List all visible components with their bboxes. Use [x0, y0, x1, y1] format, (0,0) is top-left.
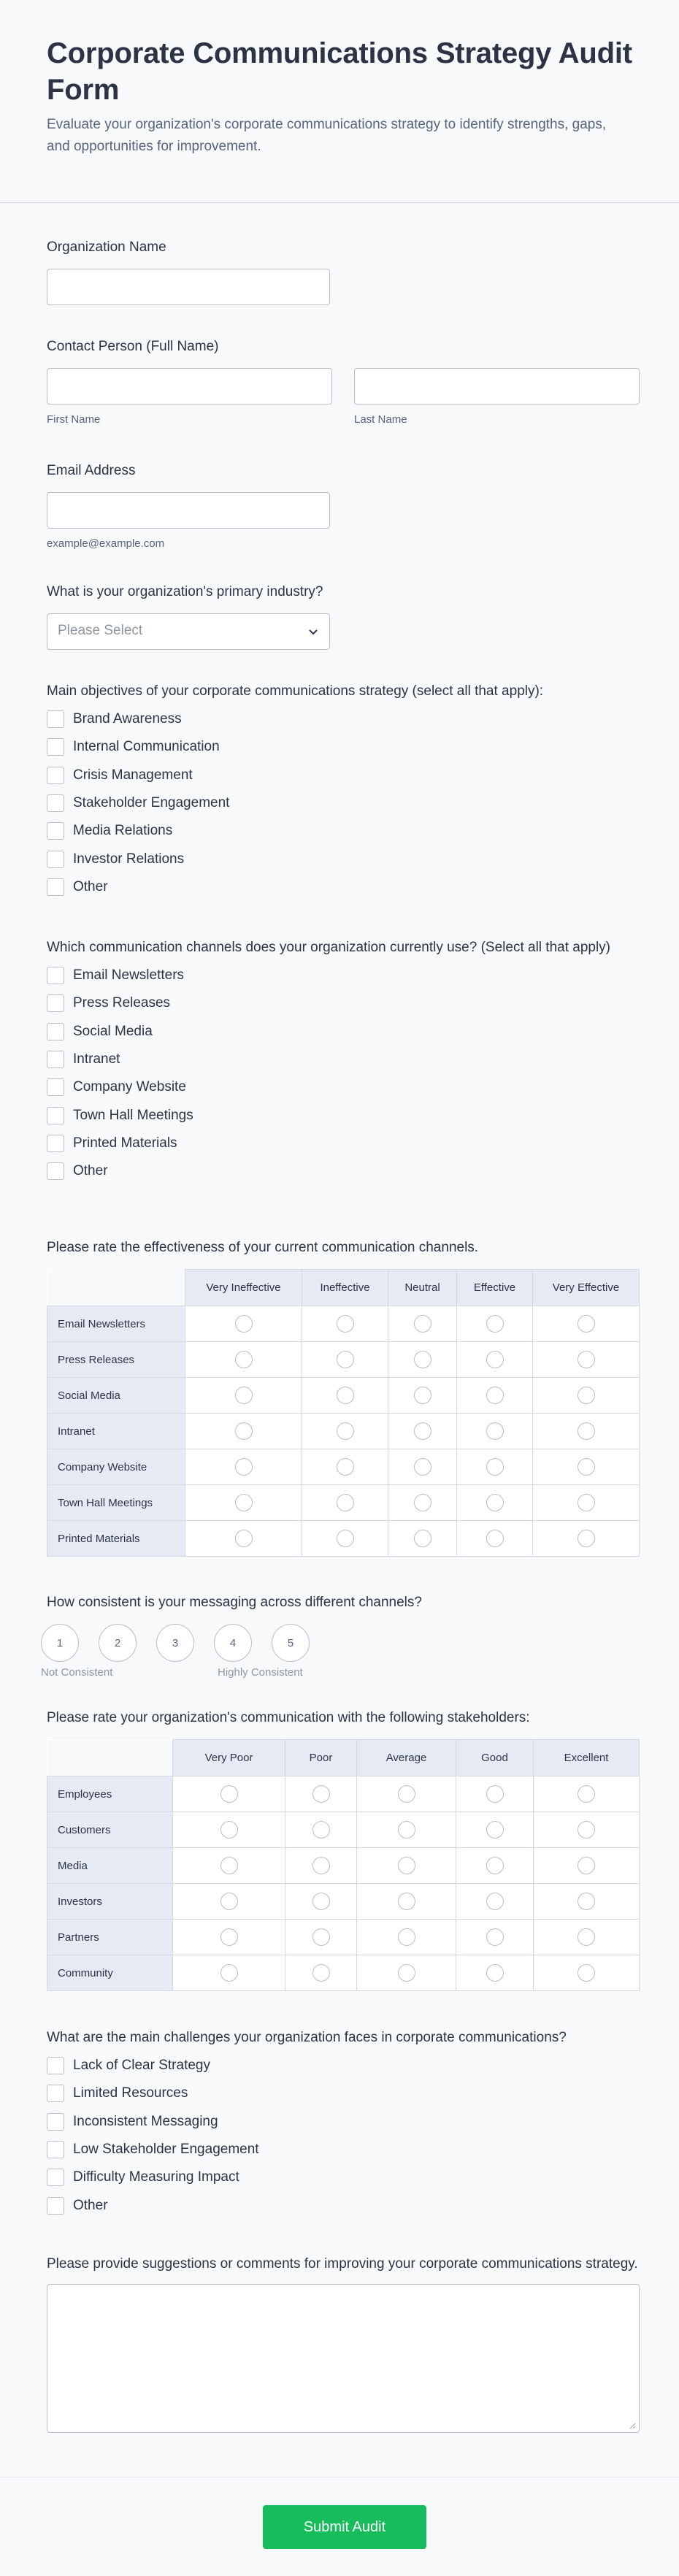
matrix-row-label: Company Website — [47, 1449, 185, 1485]
consistency-section — [47, 1593, 640, 1612]
matrix-column-header: Excellent — [534, 1740, 640, 1776]
checkbox-label: Low Stakeholder Engagement — [73, 2142, 259, 2158]
radio-button[interactable] — [414, 1458, 431, 1476]
matrix-row — [47, 1776, 640, 1812]
matrix-cell — [457, 1521, 533, 1557]
matrix-row — [47, 1884, 640, 1920]
matrix-cell — [173, 1955, 285, 1991]
challenges-option[interactable] — [47, 2108, 640, 2136]
channels-option[interactable] — [47, 989, 640, 1017]
matrix-cell — [533, 1342, 640, 1378]
industry-placeholder: Please Select — [58, 623, 143, 638]
checkbox[interactable] — [47, 2197, 64, 2215]
checkbox[interactable] — [47, 2169, 64, 2186]
radio-button[interactable] — [578, 1351, 595, 1368]
matrix-cell — [533, 1521, 640, 1557]
matrix-column-header: Effective — [457, 1270, 533, 1306]
checkbox[interactable] — [47, 2085, 64, 2102]
radio-button[interactable] — [578, 1494, 595, 1511]
radio-button[interactable] — [414, 1351, 431, 1368]
submit-button[interactable]: Submit Audit — [263, 2505, 426, 2549]
matrix-cell — [388, 1449, 457, 1485]
objectives-option[interactable] — [47, 817, 640, 845]
matrix-cell — [388, 1521, 457, 1557]
matrix-cell — [185, 1342, 302, 1378]
matrix-row — [47, 1485, 640, 1521]
checkbox[interactable] — [47, 994, 64, 1012]
radio-button[interactable] — [235, 1494, 253, 1511]
matrix-row — [47, 1306, 640, 1342]
checkbox[interactable] — [47, 1078, 64, 1096]
consistency-label: How consistent is your messaging across different channels? — [47, 1595, 422, 1610]
matrix-cell — [456, 1812, 534, 1848]
effectiveness-label: Please rate the effectiveness of your current communication channels. — [47, 1240, 479, 1255]
objectives-option[interactable] — [47, 873, 640, 901]
radio-button[interactable] — [414, 1315, 431, 1333]
first-name-input[interactable] — [47, 368, 332, 405]
radio-button[interactable] — [312, 1964, 330, 1982]
radio-button[interactable] — [312, 1857, 330, 1874]
checkbox[interactable] — [47, 767, 64, 784]
matrix-cell — [534, 1955, 640, 1991]
org-name-label: Organization Name — [47, 239, 166, 255]
matrix-column-header: Average — [357, 1740, 456, 1776]
matrix-row-label: Customers — [47, 1812, 173, 1848]
radio-button[interactable] — [486, 1315, 504, 1333]
matrix-cell — [285, 1884, 357, 1920]
radio-button[interactable] — [337, 1458, 354, 1476]
matrix-cell — [357, 1955, 456, 1991]
radio-button[interactable] — [578, 1315, 595, 1333]
effectiveness-section — [47, 1238, 640, 1557]
resize-grip-icon[interactable] — [629, 2422, 636, 2429]
radio-button[interactable] — [235, 1458, 253, 1476]
form-subtitle: Evaluate your organization's corporate communications strategy to identify strengths, gaps, and opportunities for improvement. — [47, 117, 607, 154]
scale-option[interactable]: 2 — [99, 1624, 137, 1662]
radio-button[interactable] — [486, 1785, 504, 1803]
matrix-cell — [285, 1812, 357, 1848]
email-input[interactable] — [47, 492, 330, 529]
matrix-cell — [534, 1812, 640, 1848]
radio-button[interactable] — [220, 1785, 238, 1803]
checkbox[interactable] — [47, 1107, 64, 1124]
suggestions-textarea[interactable] — [47, 2284, 640, 2433]
org-name-section — [47, 238, 640, 305]
radio-button[interactable] — [486, 1458, 504, 1476]
objectives-option[interactable] — [47, 845, 640, 873]
radio-button[interactable] — [414, 1387, 431, 1404]
radio-button[interactable] — [337, 1494, 354, 1511]
matrix-cell — [357, 1848, 456, 1884]
matrix-cell — [285, 1955, 357, 1991]
email-section — [47, 461, 640, 550]
radio-button[interactable] — [398, 1928, 415, 1946]
radio-button[interactable] — [578, 1821, 595, 1839]
radio-button[interactable] — [337, 1351, 354, 1368]
radio-button[interactable] — [414, 1530, 431, 1547]
matrix-cell — [534, 1776, 640, 1812]
matrix-cell — [456, 1884, 534, 1920]
channels-option[interactable] — [47, 1157, 640, 1185]
matrix-cell — [185, 1485, 302, 1521]
matrix-cell — [302, 1449, 388, 1485]
scale-option[interactable]: 1 — [41, 1624, 79, 1662]
radio-button[interactable] — [398, 1785, 415, 1803]
radio-button[interactable] — [235, 1315, 253, 1333]
radio-button[interactable] — [337, 1422, 354, 1440]
effectiveness-matrix — [47, 1269, 640, 1557]
challenges-option[interactable] — [47, 2136, 640, 2163]
matrix-cell — [456, 1848, 534, 1884]
last-name-sublabel: Last Name — [354, 413, 407, 426]
matrix-cell — [302, 1521, 388, 1557]
radio-button[interactable] — [220, 1893, 238, 1910]
radio-button[interactable] — [486, 1964, 504, 1982]
checkbox-label: Limited Resources — [73, 2085, 188, 2101]
matrix-cell — [533, 1485, 640, 1521]
channels-option[interactable] — [47, 1073, 640, 1101]
matrix-row — [47, 1414, 640, 1449]
matrix-row — [47, 1378, 640, 1414]
checkbox-label: Internal Communication — [73, 739, 220, 755]
matrix-cell — [285, 1776, 357, 1812]
radio-button[interactable] — [578, 1422, 595, 1440]
matrix-column-header: Neutral — [388, 1270, 457, 1306]
checkbox-label: Lack of Clear Strategy — [73, 2058, 210, 2074]
email-label: Email Address — [47, 463, 136, 478]
matrix-row-label: Media — [47, 1848, 173, 1884]
radio-button[interactable] — [486, 1821, 504, 1839]
radio-button[interactable] — [486, 1422, 504, 1440]
matrix-cell — [534, 1920, 640, 1955]
channels-option[interactable] — [47, 962, 640, 989]
radio-button[interactable] — [578, 1458, 595, 1476]
matrix-column-header: Very Ineffective — [185, 1270, 302, 1306]
matrix-cell — [357, 1884, 456, 1920]
checkbox-label: Email Newsletters — [73, 967, 185, 984]
matrix-corner — [47, 1740, 173, 1776]
challenges-option[interactable] — [47, 2191, 640, 2219]
matrix-cell — [533, 1306, 640, 1342]
challenges-option[interactable] — [47, 2163, 640, 2191]
challenges-section — [47, 2028, 640, 2220]
radio-button[interactable] — [578, 1893, 595, 1910]
radio-button[interactable] — [235, 1530, 253, 1547]
matrix-row — [47, 1920, 640, 1955]
challenges-label: What are the main challenges your organization faces in corporate communications? — [47, 2030, 567, 2045]
matrix-cell — [173, 1776, 285, 1812]
radio-button[interactable] — [220, 1821, 238, 1839]
challenges-list — [47, 2052, 640, 2220]
scale-max-label: Highly Consistent — [218, 1666, 303, 1679]
matrix-cell — [534, 1884, 640, 1920]
matrix-cell — [285, 1848, 357, 1884]
checkbox-label: Media Relations — [73, 823, 173, 839]
matrix-row-label: Email Newsletters — [47, 1306, 185, 1342]
radio-button[interactable] — [578, 1857, 595, 1874]
radio-button[interactable] — [220, 1928, 238, 1946]
matrix-cell — [357, 1920, 456, 1955]
checkbox[interactable] — [47, 1051, 64, 1068]
radio-button[interactable] — [578, 1964, 595, 1982]
radio-button[interactable] — [578, 1928, 595, 1946]
matrix-cell — [457, 1414, 533, 1449]
matrix-cell — [185, 1306, 302, 1342]
matrix-row — [47, 1955, 640, 1991]
checkbox[interactable] — [47, 738, 64, 756]
radio-button[interactable] — [414, 1422, 431, 1440]
radio-button[interactable] — [337, 1530, 354, 1547]
challenges-option[interactable] — [47, 2052, 640, 2079]
matrix-cell — [185, 1378, 302, 1414]
matrix-cell — [185, 1449, 302, 1485]
objectives-option[interactable] — [47, 762, 640, 789]
checkbox-label: Crisis Management — [73, 767, 193, 783]
org-name-input[interactable] — [47, 269, 330, 305]
checkbox-label: Social Media — [73, 1023, 153, 1039]
matrix-cell — [302, 1306, 388, 1342]
scale-min-label: Not Consistent — [41, 1666, 113, 1679]
matrix-corner — [47, 1270, 185, 1306]
matrix-row — [47, 1521, 640, 1557]
matrix-cell — [357, 1812, 456, 1848]
channels-option[interactable] — [47, 1101, 640, 1129]
challenges-option[interactable] — [47, 2079, 640, 2107]
scale-option[interactable]: 3 — [156, 1624, 194, 1662]
matrix-row — [47, 1812, 640, 1848]
matrix-cell — [388, 1306, 457, 1342]
form-footer — [0, 2477, 679, 2576]
objectives-option[interactable] — [47, 705, 640, 733]
radio-button[interactable] — [486, 1530, 504, 1547]
radio-button[interactable] — [398, 1821, 415, 1839]
matrix-cell — [302, 1414, 388, 1449]
checkbox[interactable] — [47, 794, 64, 812]
checkbox-label: Difficulty Measuring Impact — [73, 2169, 239, 2185]
radio-button[interactable] — [486, 1387, 504, 1404]
consistency-scale — [41, 1624, 329, 1662]
matrix-column-header: Very Effective — [533, 1270, 640, 1306]
checkbox[interactable] — [47, 822, 64, 840]
objectives-option[interactable] — [47, 789, 640, 817]
first-name-sublabel: First Name — [47, 413, 101, 426]
checkbox[interactable] — [47, 851, 64, 868]
checkbox-label: Town Hall Meetings — [73, 1107, 193, 1123]
form-header — [0, 0, 679, 203]
matrix-row — [47, 1848, 640, 1884]
matrix-row-label: Partners — [47, 1920, 173, 1955]
matrix-cell — [285, 1920, 357, 1955]
radio-button[interactable] — [486, 1928, 504, 1946]
last-name-input[interactable] — [354, 368, 640, 405]
radio-button[interactable] — [398, 1857, 415, 1874]
matrix-cell — [457, 1378, 533, 1414]
matrix-row — [47, 1449, 640, 1485]
industry-section — [47, 583, 640, 650]
suggestions-label: Please provide suggestions or comments for improving your corporate communications strategy. — [47, 2256, 638, 2272]
channels-list — [47, 962, 640, 1185]
stakeholders-label: Please rate your organization's communication with the following stakeholders: — [47, 1710, 530, 1725]
matrix-cell — [457, 1485, 533, 1521]
suggestions-section — [47, 2255, 640, 2433]
checkbox[interactable] — [47, 2113, 64, 2131]
matrix-cell — [388, 1342, 457, 1378]
contact-section — [47, 337, 640, 426]
checkbox[interactable] — [47, 2141, 64, 2158]
matrix-cell — [533, 1449, 640, 1485]
radio-button[interactable] — [235, 1387, 253, 1404]
channels-section — [47, 938, 640, 1185]
checkbox[interactable] — [47, 1162, 64, 1180]
stakeholders-matrix — [47, 1739, 640, 1991]
checkbox-label: Other — [73, 1163, 108, 1179]
matrix-column-header: Poor — [285, 1740, 357, 1776]
matrix-cell — [533, 1414, 640, 1449]
matrix-cell — [456, 1776, 534, 1812]
email-sublabel: example@example.com — [47, 537, 165, 550]
objectives-label: Main objectives of your corporate communications strategy (select all that apply): — [47, 683, 544, 699]
radio-button[interactable] — [220, 1964, 238, 1982]
checkbox[interactable] — [47, 1135, 64, 1152]
industry-select[interactable] — [47, 613, 330, 650]
checkbox-label: Other — [73, 2197, 108, 2213]
radio-button[interactable] — [220, 1857, 238, 1874]
matrix-cell — [457, 1342, 533, 1378]
checkbox-label: Inconsistent Messaging — [73, 2113, 218, 2129]
checkbox-label: Printed Materials — [73, 1135, 177, 1151]
matrix-cell — [185, 1414, 302, 1449]
radio-button[interactable] — [486, 1893, 504, 1910]
matrix-cell — [173, 1848, 285, 1884]
stakeholders-section — [47, 1709, 640, 1991]
matrix-cell — [457, 1449, 533, 1485]
radio-button[interactable] — [337, 1315, 354, 1333]
matrix-row-label: Town Hall Meetings — [47, 1485, 185, 1521]
checkbox[interactable] — [47, 2057, 64, 2074]
radio-button[interactable] — [312, 1928, 330, 1946]
matrix-column-header: Ineffective — [302, 1270, 388, 1306]
matrix-cell — [357, 1776, 456, 1812]
matrix-row-label: Social Media — [47, 1378, 185, 1414]
radio-button[interactable] — [312, 1893, 330, 1910]
objectives-option[interactable] — [47, 733, 640, 761]
matrix-cell — [302, 1485, 388, 1521]
matrix-row — [47, 1342, 640, 1378]
matrix-cell — [185, 1521, 302, 1557]
checkbox[interactable] — [47, 878, 64, 896]
checkbox-label: Brand Awareness — [73, 711, 182, 727]
objectives-list — [47, 705, 640, 901]
radio-button[interactable] — [486, 1494, 504, 1511]
contact-label: Contact Person (Full Name) — [47, 339, 219, 354]
radio-button[interactable] — [578, 1785, 595, 1803]
scale-option[interactable]: 5 — [272, 1624, 310, 1662]
industry-label: What is your organization's primary industry? — [47, 584, 323, 599]
radio-button[interactable] — [578, 1387, 595, 1404]
matrix-cell — [173, 1812, 285, 1848]
matrix-cell — [456, 1920, 534, 1955]
matrix-cell — [456, 1955, 534, 1991]
checkbox-label: Intranet — [73, 1051, 120, 1067]
radio-button[interactable] — [414, 1494, 431, 1511]
checkbox-label: Press Releases — [73, 995, 171, 1011]
matrix-cell — [388, 1414, 457, 1449]
checkbox[interactable] — [47, 967, 64, 984]
radio-button[interactable] — [486, 1857, 504, 1874]
radio-button[interactable] — [235, 1422, 253, 1440]
matrix-cell — [302, 1378, 388, 1414]
scale-option[interactable]: 4 — [214, 1624, 252, 1662]
chevron-down-icon — [307, 626, 319, 637]
channels-option[interactable] — [47, 1130, 640, 1157]
matrix-cell — [533, 1378, 640, 1414]
channels-option[interactable] — [47, 1018, 640, 1046]
matrix-row-label: Investors — [47, 1884, 173, 1920]
checkbox[interactable] — [47, 710, 64, 728]
radio-button[interactable] — [398, 1964, 415, 1982]
matrix-row-label: Press Releases — [47, 1342, 185, 1378]
radio-button[interactable] — [312, 1785, 330, 1803]
matrix-cell — [173, 1920, 285, 1955]
checkbox-label: Investor Relations — [73, 851, 185, 867]
checkbox-label: Other — [73, 878, 108, 894]
matrix-row-label: Community — [47, 1955, 173, 1991]
matrix-row-label: Printed Materials — [47, 1521, 185, 1557]
radio-button[interactable] — [578, 1530, 595, 1547]
objectives-section — [47, 682, 640, 901]
checkbox[interactable] — [47, 1023, 64, 1040]
matrix-column-header: Good — [456, 1740, 534, 1776]
matrix-column-header: Very Poor — [173, 1740, 285, 1776]
radio-button[interactable] — [486, 1351, 504, 1368]
matrix-cell — [534, 1848, 640, 1884]
channels-option[interactable] — [47, 1046, 640, 1073]
channels-label: Which communication channels does your organization currently use? (Select all that apply) — [47, 940, 611, 955]
matrix-row-label: Intranet — [47, 1414, 185, 1449]
form-title: Corporate Communications Strategy Audit Form — [47, 37, 632, 106]
checkbox-label: Stakeholder Engagement — [73, 795, 230, 811]
matrix-cell — [302, 1342, 388, 1378]
matrix-cell — [388, 1378, 457, 1414]
radio-button[interactable] — [312, 1821, 330, 1839]
radio-button[interactable] — [235, 1351, 253, 1368]
matrix-cell — [457, 1306, 533, 1342]
checkbox-label: Company Website — [73, 1079, 186, 1095]
matrix-cell — [388, 1485, 457, 1521]
radio-button[interactable] — [337, 1387, 354, 1404]
matrix-cell — [173, 1884, 285, 1920]
matrix-row-label: Employees — [47, 1776, 173, 1812]
radio-button[interactable] — [398, 1893, 415, 1910]
